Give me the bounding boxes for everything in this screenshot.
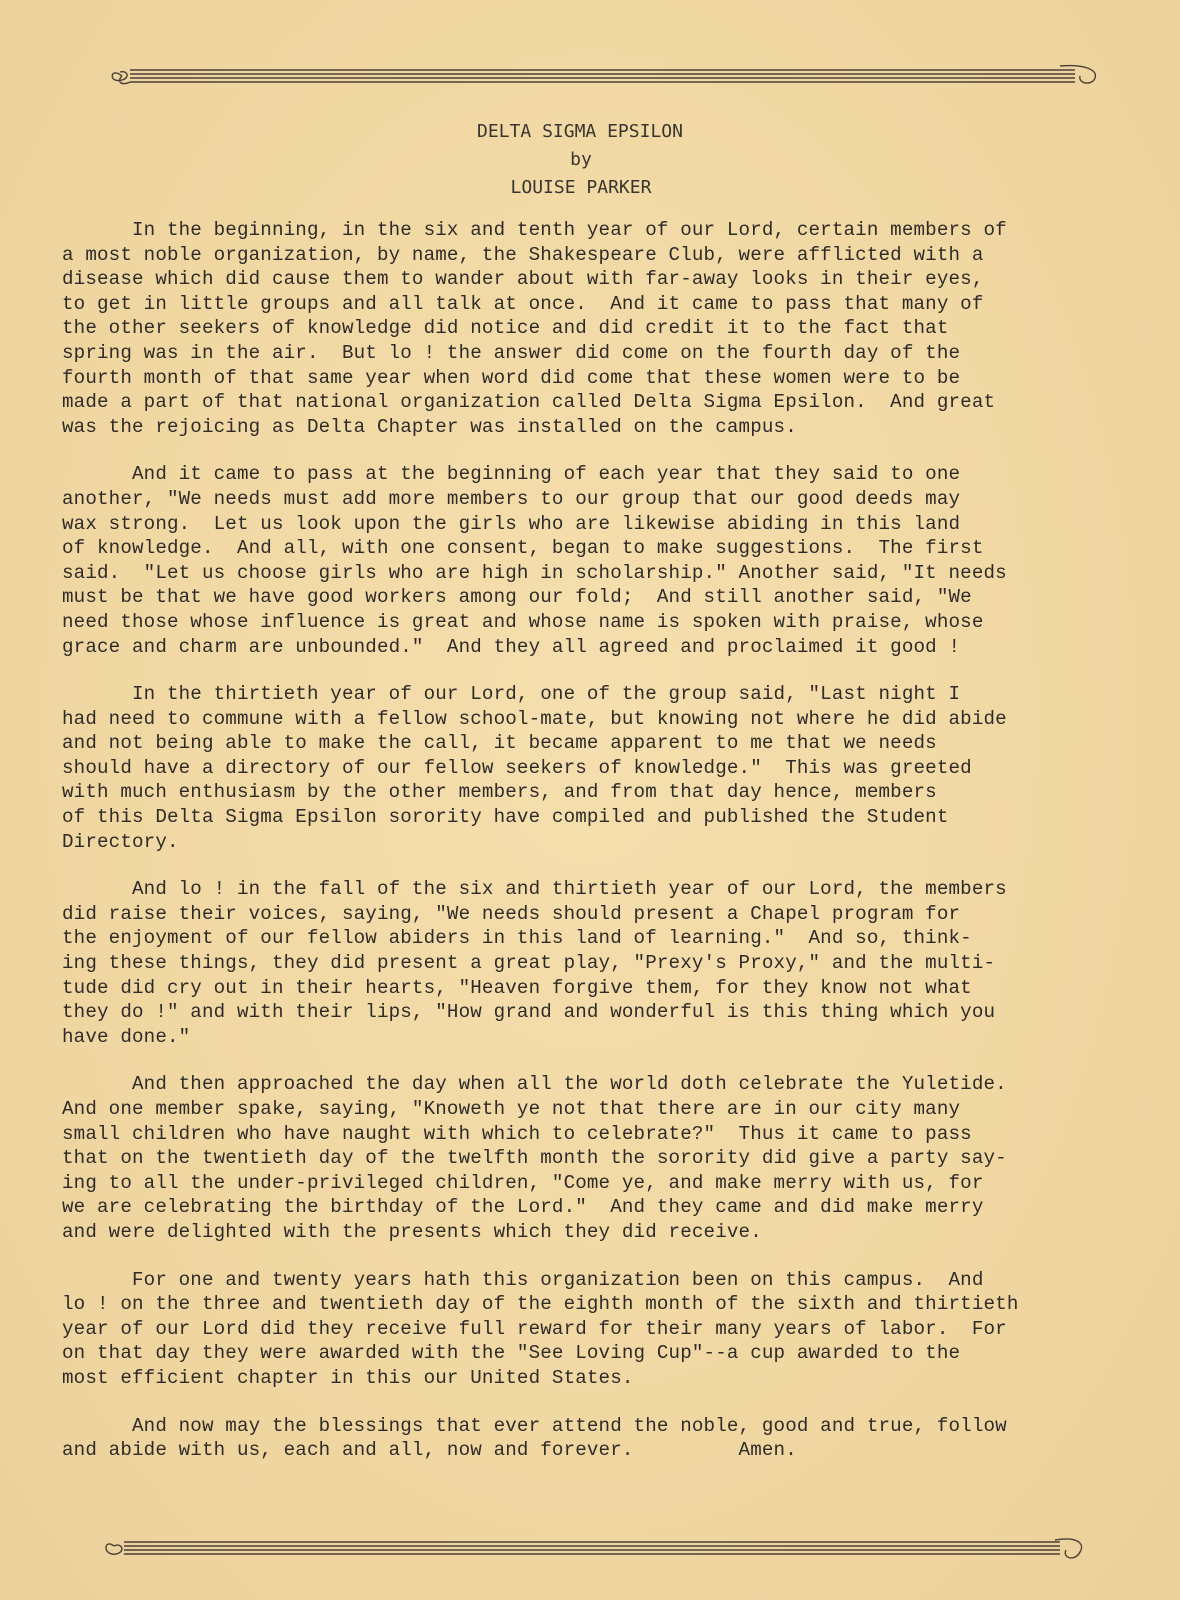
text-line: of this Delta Sigma Epsilon sorority have compiled and published the Student — [62, 806, 949, 829]
text-line: Directory. — [62, 830, 179, 853]
text-line: a most noble organization, by name, the Shakespeare Club, were afflicted with a — [62, 243, 984, 266]
text-line: to get in little groups and all talk at once. And it came to pass that many of — [62, 292, 984, 315]
text-line: most efficient chapter in this our United States. — [62, 1366, 634, 1389]
text-line: of knowledge. And all, with one consent, began to make suggestions. The first — [62, 537, 984, 560]
text-line: had need to commune with a fellow school-mate, but knowing not where he did abide — [62, 707, 1007, 730]
paragraph-4 — [62, 877, 1112, 1049]
text-line: lo ! on the three and twentieth day of the eighth month of the sixth and thirtieth — [62, 1293, 1019, 1316]
text-line: In the beginning, in the six and tenth year of our Lord, certain members of — [62, 219, 1007, 241]
text-line: and not being able to make the call, it became apparent to me that we needs — [62, 732, 937, 755]
paragraph-1 — [62, 218, 1112, 439]
text-line: ing to all the under-privileged children, "Come ye, and make merry with us, for — [62, 1171, 984, 1194]
paragraph-6 — [62, 1268, 1112, 1391]
scroll-flourish-icon — [100, 1528, 1110, 1568]
text-line: and were delighted with the presents which they did receive. — [62, 1220, 762, 1243]
title-block — [0, 118, 1180, 202]
text-line: disease which did cause them to wander about with far-away looks in their eyes, — [62, 268, 984, 291]
author-name: LOUISE PARKER — [510, 177, 652, 198]
text-line: And one member spake, saying, "Knoweth ye not that there are in our city many — [62, 1098, 961, 1120]
text-line: made a part of that national organization called Delta Sigma Epsilon. And great — [62, 391, 996, 414]
article-body — [62, 218, 1112, 1486]
page-title: DELTA SIGMA EPSILON — [477, 121, 683, 142]
text-line: In the thirtieth year of our Lord, one of the group said, "Last night I — [62, 683, 961, 706]
text-line: And lo ! in the fall of the six and thirtieth year of our Lord, the members — [62, 878, 1007, 901]
text-line: wax strong. Let us look upon the girls who are likewise abiding in this land — [62, 512, 961, 535]
text-line: another, "We needs must add more members to our group that our good deeds may — [62, 487, 961, 510]
text-line: For one and twenty years hath this organization been on this campus. And — [62, 1268, 984, 1291]
text-line: need those whose influence is great and whose name is spoken with praise, whose — [62, 610, 984, 633]
text-line: we are celebrating the birthday of the Lord." And they came and did make merry — [62, 1196, 984, 1219]
text-line: should have a directory of our fellow seekers of knowledge." This was greeted — [62, 756, 972, 779]
text-line: And then approached the day when all the world doth celebrate the Yuletide. — [62, 1073, 1007, 1096]
paragraph-5 — [62, 1072, 1112, 1244]
paragraph-3 — [62, 682, 1112, 854]
text-line: spring was in the air. But lo ! the answer did come on the fourth day of the — [62, 341, 961, 364]
text-line: they do !" and with their lips, "How grand and wonderful is this thing which you — [62, 1001, 996, 1024]
text-line: tude did cry out in their hearts, "Heaven forgive them, for they know not what — [62, 976, 972, 999]
top-decorative-rule — [100, 56, 1110, 96]
text-line: was the rejoicing as Delta Chapter was installed on the campus. — [62, 415, 797, 438]
text-line: said. "Let us choose girls who are high in scholarship." Another said, "It needs — [62, 561, 1007, 584]
paragraph-2 — [62, 462, 1112, 659]
scroll-flourish-icon — [100, 56, 1110, 96]
text-line: on that day they were awarded with the "See Loving Cup"--a cup awarded to the — [62, 1342, 961, 1365]
bottom-decorative-rule — [100, 1528, 1110, 1568]
text-line: have done." — [62, 1025, 191, 1048]
text-line: and abide with us, each and all, now and forever. Amen. — [62, 1439, 797, 1462]
text-line: the other seekers of knowledge did notice and did credit it to the fact that — [62, 317, 949, 340]
text-line: ing these things, they did present a great play, "Prexy's Proxy," and the multi- — [62, 952, 996, 975]
paragraph-7 — [62, 1414, 1112, 1463]
text-line: small children who have naught with which to celebrate?" Thus it came to pass — [62, 1122, 972, 1145]
text-line: fourth month of that same year when word did come that these women were to be — [62, 366, 961, 389]
text-line: year of our Lord did they receive full reward for their many years of labor. For — [62, 1317, 1007, 1340]
byline-by: by — [570, 149, 592, 170]
text-line: did raise their voices, saying, "We needs should present a Chapel program for — [62, 902, 961, 925]
text-line: must be that we have good workers among our fold; And still another said, "We — [62, 586, 972, 609]
text-line: And now may the blessings that ever attend the noble, good and true, follow — [62, 1414, 1007, 1437]
text-line: the enjoyment of our fellow abiders in this land of learning." And so, think- — [62, 927, 972, 950]
text-line: And it came to pass at the beginning of each year that they said to one — [62, 463, 961, 486]
text-line: that on the twentieth day of the twelfth month the sorority did give a party say- — [62, 1147, 1007, 1170]
text-line: grace and charm are unbounded." And they all agreed and proclaimed it good ! — [62, 635, 961, 658]
text-line: with much enthusiasm by the other members, and from that day hence, members — [62, 781, 937, 804]
